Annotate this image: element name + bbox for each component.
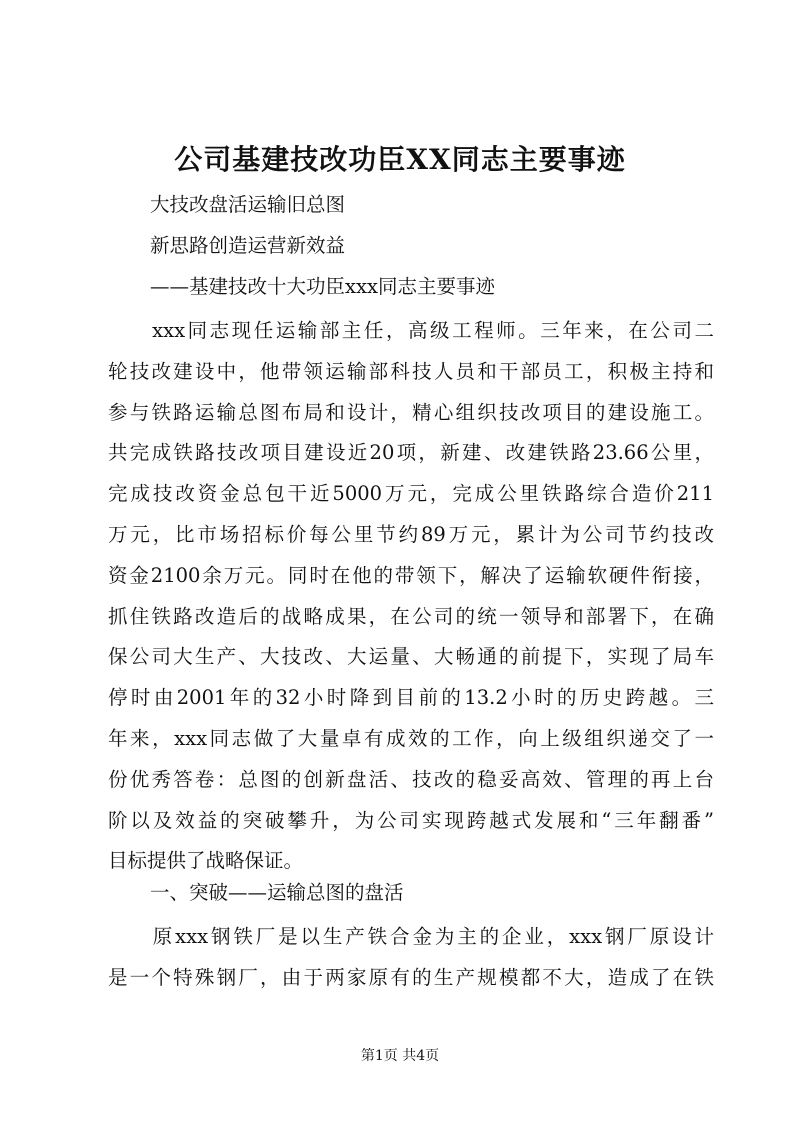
body-paragraph-1 — [108, 311, 714, 882]
paragraph-line: 抓住铁路改造后的战略成果，在公司的统一领导和部署下，在确 — [108, 604, 714, 628]
subtitle-line-2: 新思路创造运营新效益 — [150, 234, 346, 257]
paragraph-line: 完成技改资金总包干近5000万元，完成公里铁路综合造价211 — [108, 482, 714, 506]
subtitle-line-1: 大技改盘活运输旧总图 — [150, 193, 346, 216]
paragraph-line: 份优秀答卷：总图的创新盘活、技改的稳妥高效、管理的再上台 — [108, 767, 714, 791]
paragraph-line: 资金2100余万元。同时在他的带领下，解决了运输软硬件衔接， — [108, 563, 714, 587]
subtitle-line-3: ——基建技改十大功臣xxx同志主要事迹 — [150, 275, 495, 298]
section-heading: 一、突破——运输总图的盘活 — [150, 881, 404, 904]
paragraph-line: 共完成铁路技改项目建设近20项，新建、改建铁路23.66公里， — [108, 441, 714, 465]
paragraph-line: 万元，比市场招标价每公里节约89万元，累计为公司节约技改 — [108, 522, 714, 546]
page-footer: 第1页 共4页 — [360, 1048, 440, 1064]
paragraph-line: 年来，xxx同志做了大量卓有成效的工作，向上级组织递交了一 — [108, 726, 714, 750]
paragraph-line: 原xxx钢铁厂是以生产铁合金为主的企业，xxx钢厂原设计 — [108, 925, 714, 948]
document-title: 公司基建技改功臣XX同志主要事迹 — [174, 143, 626, 176]
paragraph-line: 参与铁路运输总图布局和设计，精心组织技改项目的建设施工。 — [108, 400, 714, 424]
body-paragraph-2 — [108, 917, 714, 999]
paragraph-line: 停时由2001年的32小时降到目前的13.2小时的历史跨越。三 — [108, 686, 714, 710]
paragraph-line: 阶以及效益的突破攀升，为公司实现跨越式发展和“三年翻番” — [108, 808, 714, 832]
paragraph-line: 目标提供了战略保证。 — [108, 849, 304, 873]
paragraph-line: 轮技改建设中，他带领运输部科技人员和干部员工，积极主持和 — [108, 359, 714, 383]
paragraph-line: 是一个特殊钢厂，由于两家原有的生产规模都不大，造成了在铁 — [108, 965, 714, 989]
paragraph-line: 保公司大生产、大技改、大运量、大畅通的前提下，实现了局车 — [108, 645, 714, 669]
paragraph-line: xxx同志现任运输部主任，高级工程师。三年来，在公司二 — [108, 319, 714, 342]
